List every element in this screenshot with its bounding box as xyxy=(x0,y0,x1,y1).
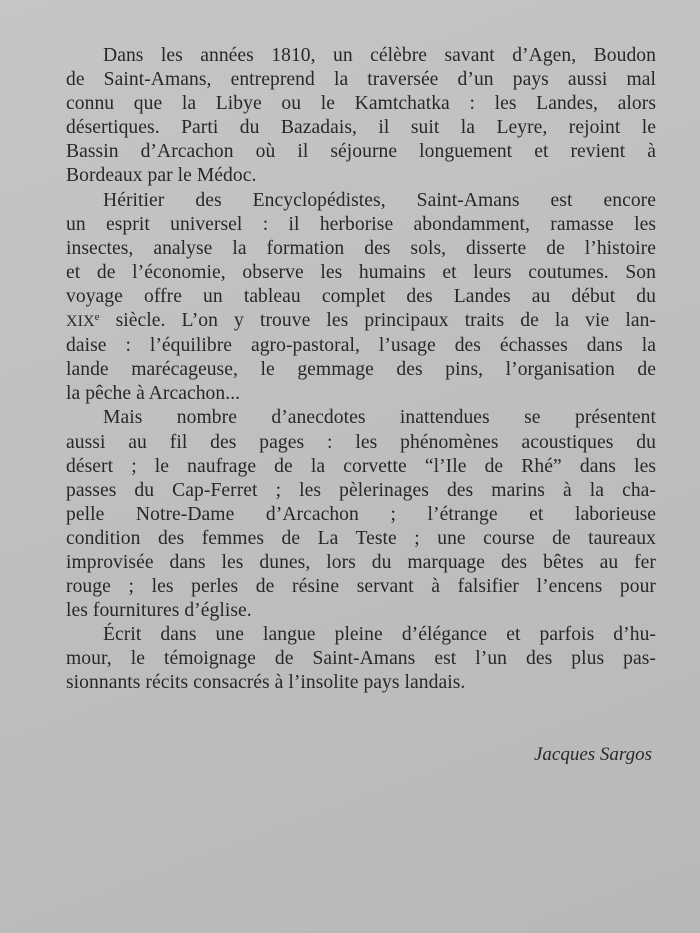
text-line: Écrit dans une langue pleine d’élégance et parfois d’hu- xyxy=(103,624,656,646)
text-line: désert ; le naufrage de la corvette “l’Ile de Rhé” dans les xyxy=(66,455,656,477)
text-line: sionnants récits consacrés à l’insolite pays landais. xyxy=(66,672,466,694)
text-line: de Saint-Amans, entreprend la traversée d’un pays aussi mal xyxy=(66,69,656,91)
text-line: connu que la Libye ou le Kamtchatka : les Landes, alors xyxy=(66,93,656,115)
paragraph-2 xyxy=(66,189,656,407)
text-line: mour, le témoignage de Saint-Amans est l’un des plus pas- xyxy=(66,648,656,670)
text-line: Héritier des Encyclopédistes, Saint-Amans est encore xyxy=(103,189,656,211)
roman-numeral: XIX xyxy=(66,313,95,331)
text-line: improvisée dans les dunes, lors du marquage des bêtes au fer xyxy=(66,551,656,573)
text-line: condition des femmes de La Teste ; une course de taureaux xyxy=(66,527,656,549)
text-line: rouge ; les perles de résine servant à falsifier l’encens pour xyxy=(66,576,656,598)
text-line: lande marécageuse, le gemmage des pins, l’organisation de xyxy=(66,359,656,381)
text-line: pelle Notre-Dame d’Arcachon ; l’étrange et laborieuse xyxy=(66,503,656,525)
text-line: Mais nombre d’anecdotes inattendues se présentent xyxy=(103,407,656,429)
text-line: la pêche à Arcachon... xyxy=(66,383,241,405)
paragraph-3 xyxy=(66,406,656,623)
superscript: e xyxy=(94,311,100,324)
text-line: les fournitures d’église. xyxy=(66,600,252,622)
text-line: daise : l’équilibre agro-pastoral, l’usage des échasses dans la xyxy=(66,335,656,357)
text-line: aussi au fil des pages : les phénomènes acoustiques du xyxy=(66,431,656,453)
author-signature: Jacques Sargos xyxy=(533,744,652,765)
text-line: insectes, analyse la formation des sols, disserte de l’histoire xyxy=(66,237,656,259)
text-line-rest: siècle. L’on y trouve les principaux traits de la vie lan- xyxy=(99,310,656,332)
text-line: Dans les années 1810, un célèbre savant d’Agen, Boudon xyxy=(103,45,656,66)
text-line-century xyxy=(66,309,656,334)
paragraph-4 xyxy=(66,623,656,695)
text-line: et de l’économie, observe les humains et leurs coutumes. Son xyxy=(66,261,656,283)
text-line: Bassin d’Arcachon où il séjourne longuement et revient à xyxy=(66,141,656,163)
text-line: Bordeaux par le Médoc. xyxy=(66,165,257,187)
text-line: voyage offre un tableau complet des Landes au début du xyxy=(66,285,656,307)
text-line: passes du Cap-Ferret ; les pèlerinages des marins à la cha- xyxy=(66,479,656,501)
text-line: désertiques. Parti du Bazadais, il suit la Leyre, rejoint le xyxy=(66,117,656,139)
text-line: un esprit universel : il herborise abondamment, ramasse les xyxy=(66,213,656,235)
blurb-text xyxy=(66,44,656,696)
paragraph-1 xyxy=(66,44,656,189)
